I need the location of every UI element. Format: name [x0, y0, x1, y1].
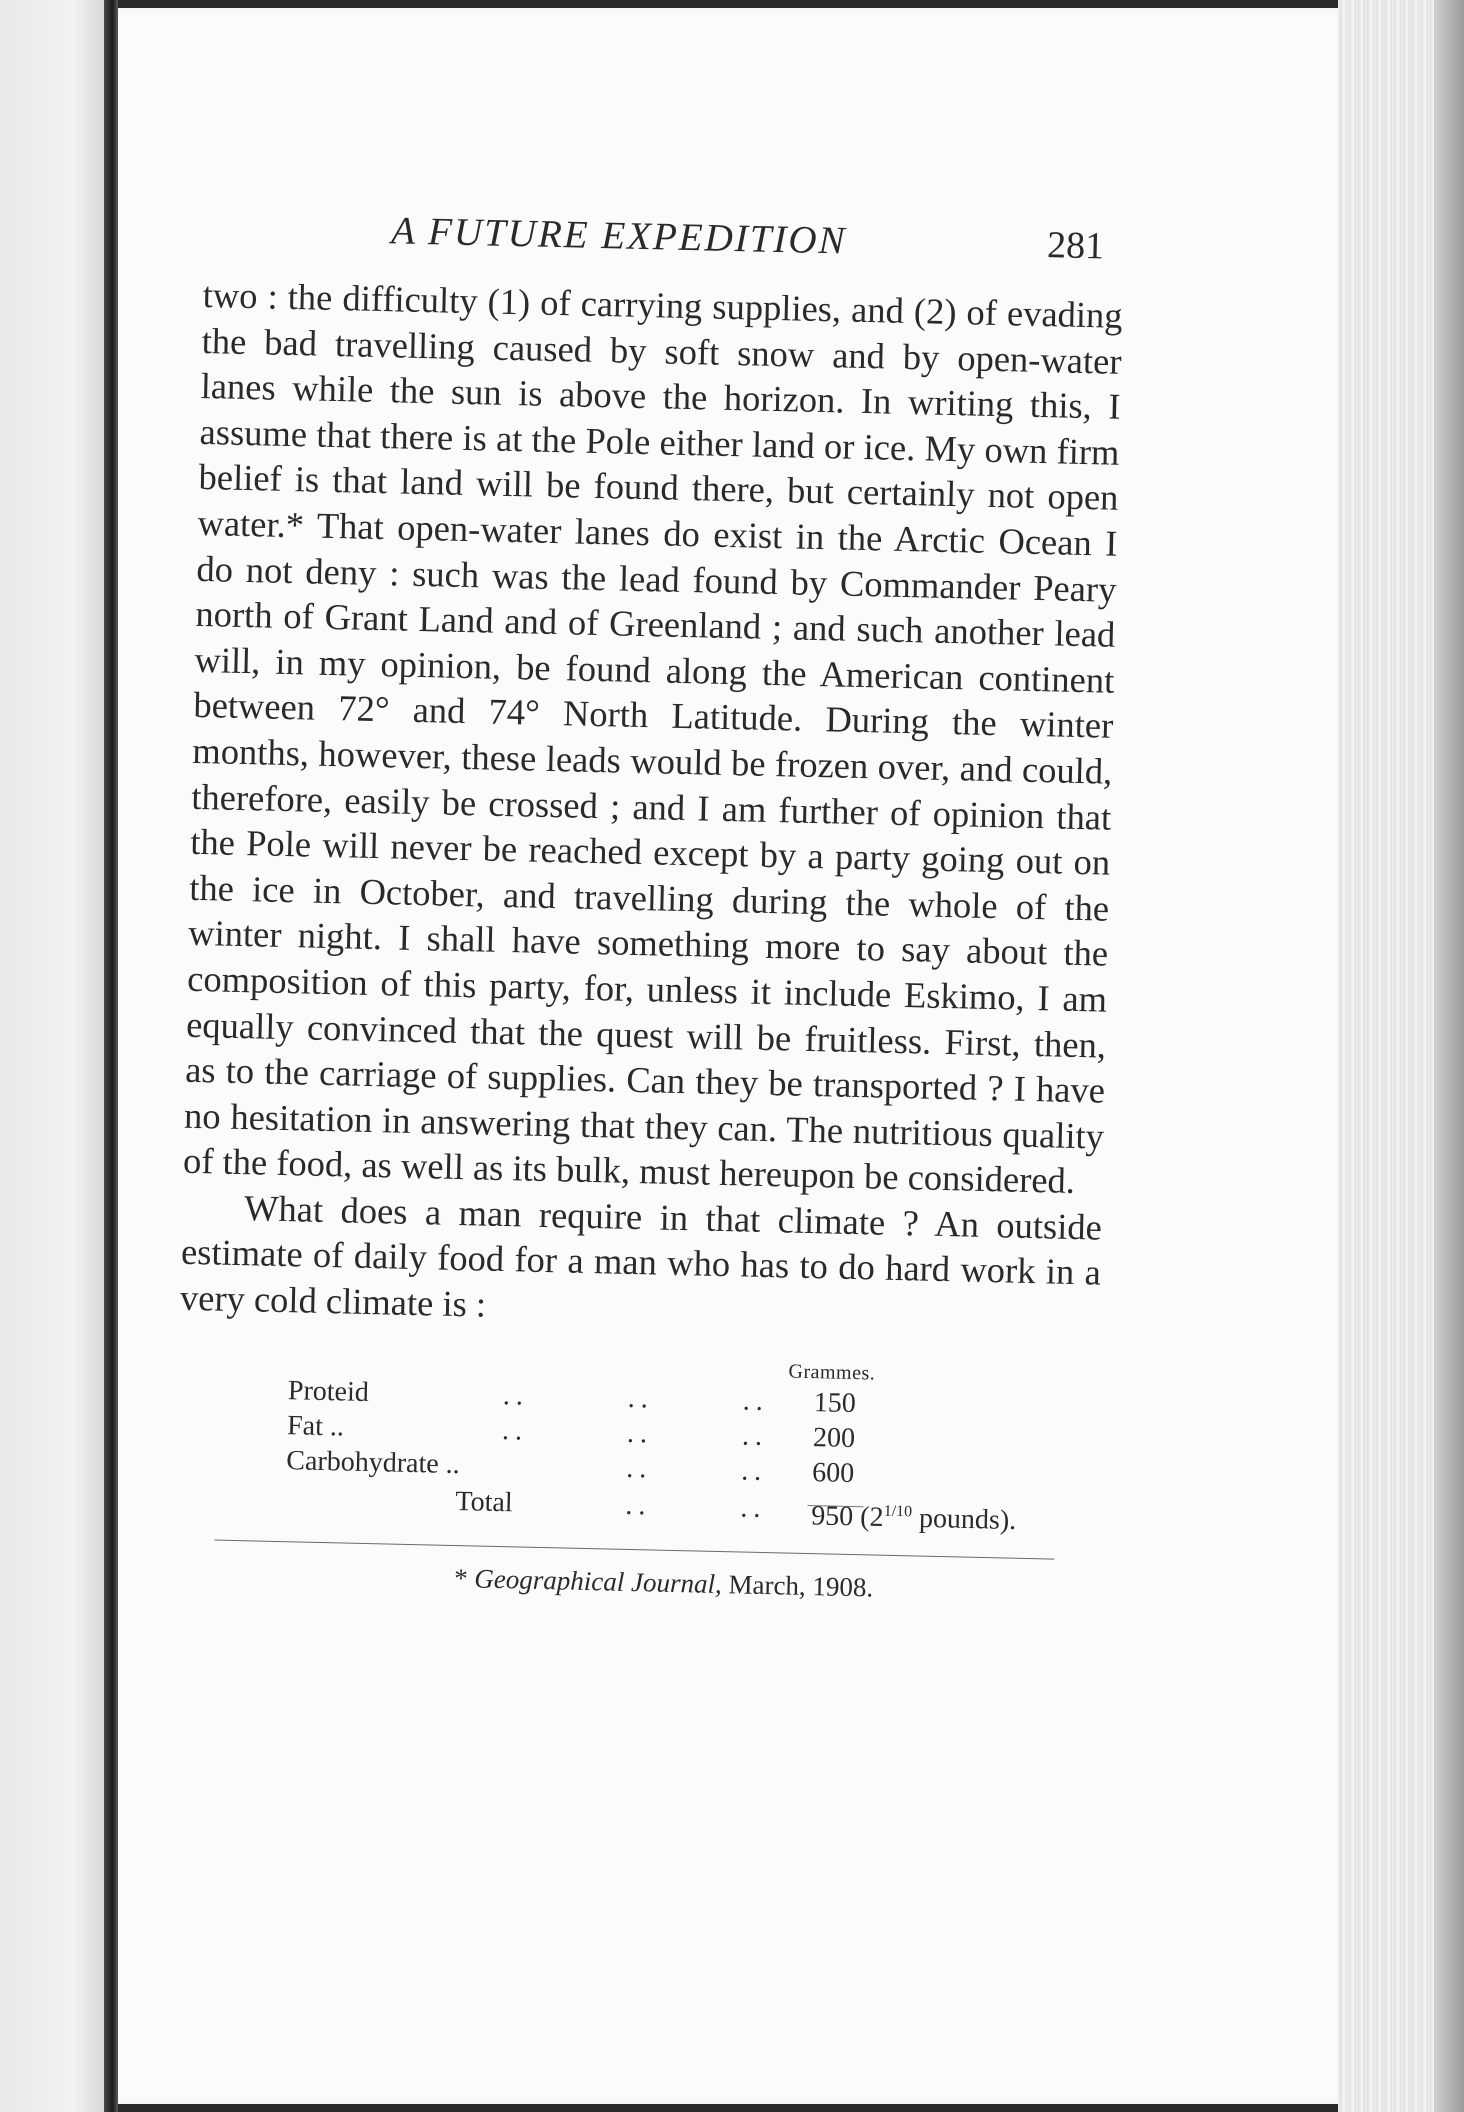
leader-dots: .. [501, 1414, 529, 1447]
leader-dots: .. [625, 1489, 652, 1522]
leader-dots: .. [625, 1452, 653, 1485]
row-value: 600 [811, 1456, 855, 1489]
total-amount: 950 (2 [810, 1500, 884, 1533]
table-unit-header: Grammes. [788, 1360, 876, 1385]
footnote-marker: * [453, 1562, 475, 1594]
footnote-rule [215, 1539, 1055, 1560]
leader-dots: .. [740, 1455, 768, 1487]
leader-dots: .. [502, 1379, 530, 1412]
leader-dots: .. [627, 1382, 655, 1415]
leader-dots: .. [742, 1385, 770, 1417]
leader-dots: .. [740, 1492, 767, 1524]
paragraph-2: What does a man require in that climate ? An outside estimate of daily food for a man who has to do hard work in a very cold climate is : [179, 1187, 1103, 1325]
paragraph-1: two : the difficulty (1) of carrying supplies, and (2) of evading the bad travelling caused by soft snow and by open-water lanes while the sun is above the horizon. In writing this, I assume that there is at the Pole either land or ice. My own firm belief is that land will be found there, but certainly not open water.* That open-water lanes do exist in the Arctic Ocean I do not deny : such was the lead found by Commander Peary north of Grant Land and of Greenland ; and such another lead will, in my opinion, be found along the American continent between 72° and 74° North Latitude. During the winter months, however, these leads would be frozen over, and could, therefore, easily be crossed ; and I am further of opinion that the Pole will never be reached except by a party going out on the ice in October, and travelling during the whole of the winter night. I shall have something more to say about the composition of this party, for, unless it include Eskimo, I am equally convinced that the quest will be fruitless. First, then, as to the carriage of supplies. Can they be transported ? I have no hesitation in answering that they can. The nutritious quality of the food, as well as its bulk, must hereupon be considered. [182, 273, 1124, 1202]
row-label: Fat .. [286, 1409, 345, 1443]
book-gutter [104, 0, 118, 2112]
total-label: Total [455, 1485, 513, 1518]
page-text-block [173, 198, 1124, 1608]
page-stack-edges [1338, 0, 1464, 2112]
footnote-date: March, 1908. [721, 1568, 874, 1603]
row-label: Carbohydrate .. [286, 1444, 461, 1480]
row-label: Proteid [287, 1374, 370, 1408]
leader-dots: .. [741, 1420, 769, 1452]
footnote-source: Geographical Journal, [474, 1563, 723, 1599]
leader-dots: .. [626, 1417, 654, 1450]
running-head-title: A FUTURE EXPEDITION [390, 209, 848, 263]
total-fraction: 1/10 [883, 1502, 913, 1521]
page-number: 281 [1046, 224, 1105, 268]
row-value: 150 [813, 1386, 857, 1419]
row-value: 200 [812, 1421, 856, 1454]
daily-food-table [175, 1340, 1099, 1551]
previous-page-edge [0, 0, 104, 2112]
body-text [180, 272, 1124, 1341]
total-suffix: pounds). [911, 1502, 1017, 1536]
total-value [811, 1492, 1017, 1538]
